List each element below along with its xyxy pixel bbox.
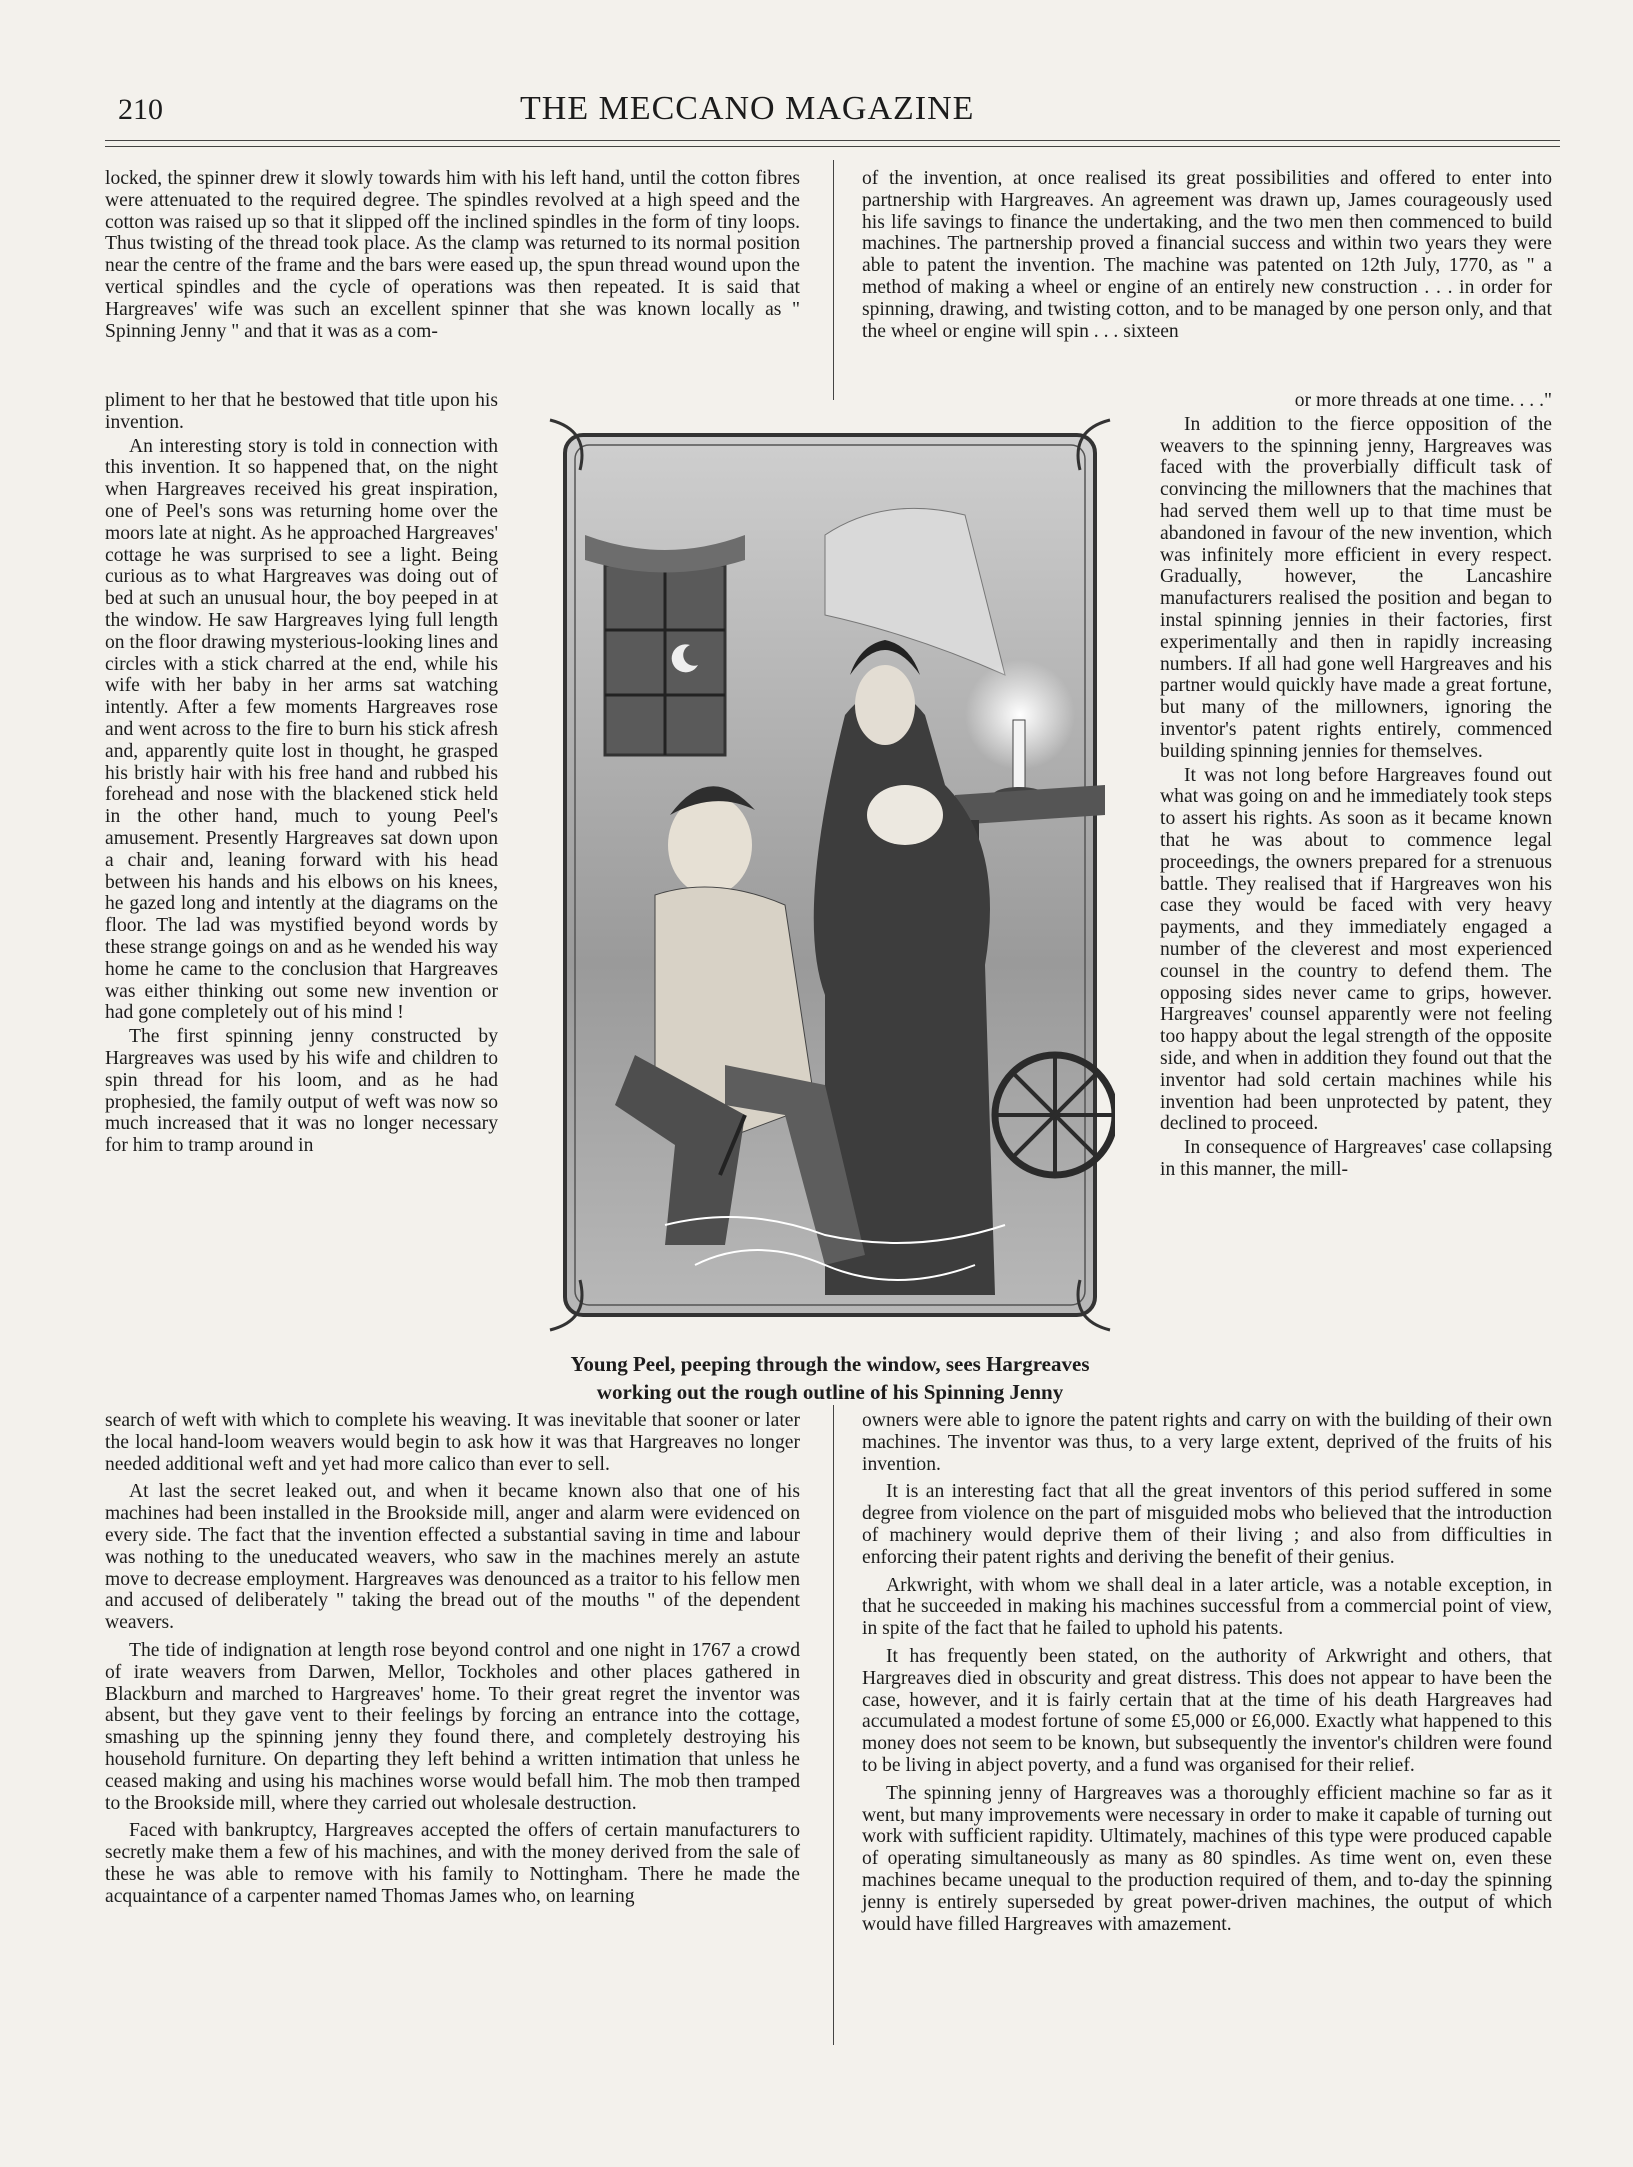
paragraph: of the invention, at once realised its great possibilities and offered to enter into partnership with Hargreaves. An agreement was drawn up, James courageously used his life savings to finance the undertaking, and the two men then commenced to build machines. The partnership proved a financial success and within two years they were able to patent the invention. The machine was patented on 12th July, 1770, as " a method of making a wheel or engine of an entirely new construction . . . in order for spinning, drawing, and twisting cotton, and to be managed by one person only, and that the wheel or engine will spin . . . sixteen: [862, 168, 1552, 342]
left-column-bottom: [105, 1410, 800, 1910]
paragraph: search of weft with which to complete his weaving. It was inevitable that sooner or later the local hand-loom weavers would begin to ask how it was that Hargreaves no longer needed additional weft and yet had more calico than ever to sell.: [105, 1410, 800, 1475]
paragraph: The first spinning jenny constructed by Hargreaves was used by his wife and children to spin thread for his loom, and as he had prophesied, the family output of weft was now so much increased that it was no longer necessary for him to tramp around in: [105, 1026, 498, 1157]
paragraph: It has frequently been stated, on the authority of Arkwright and others, that Hargreaves died in obscurity and great distress. This does not appear to have been the case, however, and it is fairly certain that at the time of his death Hargreaves had accumulated a modest fortune of some £5,000 or £6,000. Exactly what happened to this money does not seem to be known, but subsequently the inventor's children were found to be living in abject poverty, and a fund was organised for their relief.: [862, 1645, 1552, 1776]
illustration-hargreaves: [545, 415, 1115, 1335]
man-figure: [668, 795, 752, 895]
paragraph: pliment to her that he bestowed that title upon his invention.: [105, 390, 498, 433]
column-divider-top: [833, 160, 834, 400]
paragraph: Faced with bankruptcy, Hargreaves accepted the offers of certain manufacturers to secretly make them a few of his machines, and with the money derived from the sale of these he was able to remove with his family to Nottingham. There he made the acquaintance of a carpenter named Thomas James who, on learning: [105, 1820, 800, 1907]
column-divider-bottom: [833, 1405, 834, 2045]
paragraph: In addition to the fierce opposition of the weavers to the spinning jenny, Hargreaves was faced with the proverbially difficult task of convincing the millowners that the machines that had served them well up to that time must be abandoned in favour of the new invention, which was infinitely more efficient in every respect. Gradually, however, the Lancashire manufacturers realised the position and began to instal spinning jennies in their factories, first experimentally and then in rapidly increasing numbers. If all had gone well Hargreaves and his partner would quickly have made a great fortune, but many of the millowners, ignoring the inventor's patent rights entirely, commenced building spinning jennies for themselves.: [1160, 413, 1552, 762]
caption-line: Young Peel, peeping through the window, sees Hargreaves: [570, 1352, 1090, 1376]
page-number: 210: [118, 93, 163, 126]
header-rule: [105, 140, 1560, 141]
right-column-top: [862, 168, 1552, 344]
paragraph: The tide of indignation at length rose beyond control and one night in 1767 a crowd of irate weavers from Darwen, Mellor, Tockholes and other places gathered in Blackburn and marched to Hargreaves' home. To their great regret the inventor was absent, but they gave vent to their feelings by forcing an entrance into the cottage, smashing up the spinning jenny they found there, and completely destroying his household furniture. On departing they left behind a written intimation that unless he ceased making and using his machines worse would befall him. The mob then tramped to the Brookside mill, where they carried out wholesale destruction.: [105, 1639, 800, 1814]
header-rule-double: [105, 146, 1560, 147]
paragraph: locked, the spinner drew it slowly towards him with his left hand, until the cotton fibres were attenuated to the required degree. The spindles revolved at a high speed and the cotton was raised up so that it slipped off the inclined spindles in the form of tiny loops. Thus twisting of the thread took place. As the clamp was returned to its normal position near the centre of the frame and the bars were eased up, the spun thread wound upon the vertical spindles and the cycle of operations was then repeated. It is said that Hargreaves' wife was such an excellent spinner that she was known locally as " Spinning Jenny " and that it was as a com-: [105, 168, 800, 342]
paragraph: It is an interesting fact that all the great inventors of this period suffered in some degree from violence on the part of misguided mobs who believed that the introduction of machinery would deprive them of their living ; and also from difficulties in enforcing their patent rights and deriving the benefit of their genius.: [862, 1481, 1552, 1568]
figure-caption: [520, 1350, 1140, 1406]
paragraph: It was not long before Hargreaves found out what was going on and he immediately took steps to assert his rights. As soon as it became known that he was about to commence legal proceedings, the owners prepared for a strenuous battle. They realised that if Hargreaves won his case they would be faced with very heavy payments, and they immediately engaged a number of the cleverest and most experienced counsel in the country to defend them. The opposing sides never came to grips, however. Hargreaves' counsel apparently were not feeling too happy about the legal strength of the opposite side, and when in addition they found out that the inventor had sold certain machines while his invention had been unprotected by patent, they declined to proceed.: [1160, 764, 1552, 1135]
left-column-top: [105, 168, 800, 344]
paragraph: In consequence of Hargreaves' case collapsing in this manner, the mill-: [1160, 1137, 1552, 1180]
paragraph: At last the secret leaked out, and when it became known also that one of his machines had been installed in the Brookside mill, anger and alarm were evidenced on every side. The fact that the invention effected a substantial saving in time and labour was nothing to the uneducated weavers, who saw in the machines merely an astute move to decrease employment. Hargreaves was denounced as a traitor to his fellow men and accused of deliberately " taking the bread out of the mouths " of the dependent weavers.: [105, 1481, 800, 1634]
paragraph: An interesting story is told in connection with this invention. It so happened that, on the night when Hargreaves received his great inspiration, one of Peel's sons was returning home over the moors late at night. As he approached Hargreaves' cottage he was surprised to see a light. Being curious as to what Hargreaves was doing out of bed at such an unusual hour, the boy peeped in at the window. He saw Hargreaves lying full length on the floor drawing mysterious-looking lines and circles with a stick charred at the end, while his wife with her baby in her arms sat watching intently. After a few moments Hargreaves rose and went across to the fire to burn his stick afresh and, apparently quite lost in thought, he grasped his bristly hair with his free hand and rubbed his forehead and nose with the blackened stick held in the other hand, much to young Peel's amusement. Presently Hargreaves sat down upon a chair and, leaning forward with his head between his hands and his elbows on his knees, he gazed long and intently at the diagrams on the floor. The lad was mystified beyond words by these strange goings on and as he wended his way home he came to the conclusion that Hargreaves was either thinking out some new invention or had gone completely out of his mind !: [105, 435, 498, 1024]
right-column-bottom: [862, 1410, 1552, 1937]
paragraph: The spinning jenny of Hargreaves was a thoroughly efficient machine so far as it went, but many improvements were necessary in order to make it capable of turning out work with sufficient rapidity. Ultimately, machines of this type were produced capable of operating simultaneously as many as 80 spindles. As time went on, even these machines became unequal to the production required of them, and to-day the spinning jenny is entirely superseded by great power-driven machines, the output of which would have filled Hargreaves with amazement.: [862, 1782, 1552, 1935]
paragraph: owners were able to ignore the patent rights and carry on with the building of their own machines. The inventor was thus, to a very large extent, deprived of the fruits of his invention.: [862, 1410, 1552, 1475]
paragraph: Arkwright, with whom we shall deal in a later article, was a notable exception, in that he succeeded in making his machines successful from a commercial point of view, in spite of the fact that he failed to uphold his patents.: [862, 1574, 1552, 1640]
paragraph: or more threads at one time. . . .": [1294, 390, 1552, 411]
left-column-middle: [105, 390, 498, 1159]
magazine-title: THE MECCANO MAGAZINE: [520, 90, 975, 127]
caption-line: working out the rough outline of his Spinning Jenny: [596, 1380, 1064, 1404]
right-column-middle: [1160, 390, 1552, 1183]
